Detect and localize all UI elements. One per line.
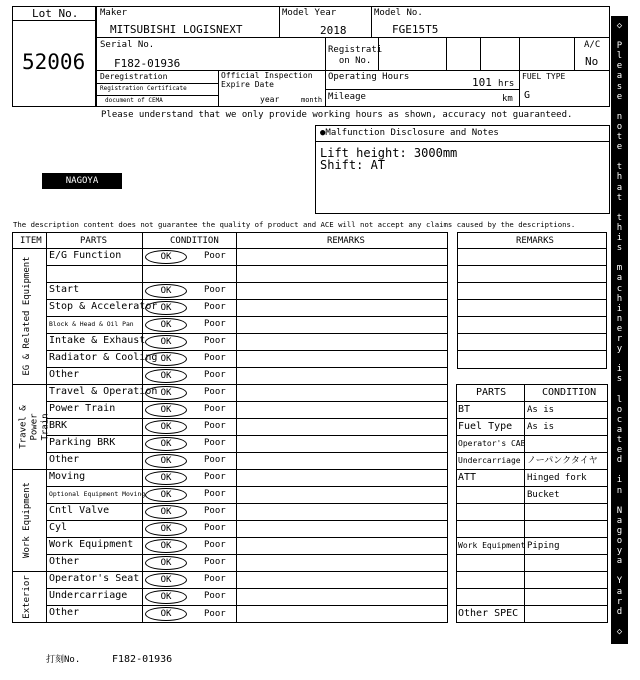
condition-ok-selected[interactable]: OK	[145, 318, 187, 332]
sidebar-glyph: Y	[616, 576, 623, 587]
condition-poor-option[interactable]: Poor	[204, 438, 226, 448]
group-label-text: Travel & Power Train	[18, 404, 50, 449]
spec-condition: As is	[527, 422, 555, 432]
location-badge: NAGOYA	[42, 173, 122, 189]
part-name: Undercarriage	[49, 590, 128, 601]
sidebar-glyph: n	[616, 485, 623, 496]
km-unit: km	[502, 94, 513, 104]
sidebar-glyph: e	[616, 142, 623, 153]
serial-value: F182-01936	[114, 57, 181, 70]
part-name: Radiator & Cooling	[49, 352, 158, 363]
spec-condition: ノーパンクタイヤ	[527, 456, 598, 466]
sidebar-glyph: a	[616, 424, 623, 435]
part-name: Start	[49, 284, 80, 295]
spec-condition: Piping	[527, 541, 560, 551]
engraving-value: F182-01936	[112, 654, 173, 665]
condition-ok-selected[interactable]: OK	[145, 386, 187, 400]
spec-part: Operator's CAB	[458, 439, 526, 448]
part-name: Other	[49, 369, 80, 380]
fuel-type-value: G	[524, 90, 531, 101]
spec-condition: As is	[527, 405, 555, 415]
sidebar-glyph: y	[616, 344, 623, 355]
model-no-label: Model No.	[374, 8, 423, 18]
model-no-value: FGE15T5	[392, 23, 439, 36]
spec-part: Other SPEC	[458, 608, 519, 619]
sidebar-glyph: i	[616, 233, 623, 244]
spec-part: Undercarriage	[458, 456, 521, 465]
sidebar-glyph: m	[616, 263, 623, 274]
sidebar-glyph: y	[616, 546, 623, 557]
sidebar-glyph: i	[616, 303, 623, 314]
condition-poor-option[interactable]: Poor	[204, 557, 226, 567]
sidebar-glyph: a	[616, 71, 623, 82]
deregistration-label: Deregistration	[100, 72, 168, 81]
part-name: Optional Equipment Moving	[49, 490, 146, 498]
sidebar-glyph: t	[616, 212, 623, 223]
ac-value: No	[585, 55, 599, 68]
sidebar-glyph: l	[616, 51, 623, 62]
ac-label: A/C	[584, 40, 601, 50]
sidebar-glyph: d	[616, 455, 623, 466]
sidebar-glyph: N	[616, 505, 623, 516]
group-label: Exterior	[22, 575, 32, 619]
sidebar-glyph: n	[616, 111, 623, 122]
condition-ok-selected[interactable]: OK	[145, 369, 187, 383]
sidebar-glyph: a	[616, 556, 623, 567]
condition-ok-selected[interactable]: OK	[145, 301, 187, 315]
sidebar-glyph: h	[616, 222, 623, 233]
part-name: Work Equipment	[49, 539, 134, 550]
registration-label: Registrati on No.	[328, 45, 383, 66]
serial-label: Serial No.	[100, 40, 155, 50]
part-name: Intake & Exhaust	[49, 335, 146, 346]
spec-part: BT	[458, 404, 471, 415]
year-label: year	[260, 95, 280, 104]
condition-ok-selected[interactable]: OK	[145, 454, 187, 468]
part-name: Parking BRK	[49, 437, 116, 448]
sidebar-glyph: e	[616, 91, 623, 102]
sidebar-glyph: d	[616, 606, 623, 617]
condition-poor-option[interactable]: Poor	[204, 591, 226, 601]
spec-condition-header: CONDITION	[542, 387, 597, 398]
condition-ok-selected[interactable]: OK	[145, 590, 187, 604]
condition-ok-selected[interactable]: OK	[145, 471, 187, 485]
condition-poor-option[interactable]: Poor	[204, 540, 226, 550]
part-name: Power Train	[49, 403, 116, 414]
sidebar-glyph: o	[616, 404, 623, 415]
group-label: EG & Related Equipment	[22, 256, 32, 376]
sidebar-glyph: e	[616, 61, 623, 72]
cema-document-label: document of CEMA	[105, 97, 163, 104]
part-name: Other	[49, 607, 80, 618]
inspection-label-2: Expire Date	[221, 80, 274, 89]
sidebar-glyph: t	[616, 192, 623, 203]
sidebar-glyph: P	[616, 41, 623, 52]
condition-poor-option[interactable]: Poor	[204, 319, 226, 329]
hrs-unit: hrs	[498, 79, 515, 89]
sidebar-glyph: s	[616, 81, 623, 92]
part-name: Moving	[49, 471, 86, 482]
location-sidebar	[611, 16, 628, 644]
condition-poor-option[interactable]: Poor	[204, 404, 226, 414]
sidebar-glyph: a	[616, 586, 623, 597]
sidebar-glyph: a	[616, 182, 623, 193]
item-header: ITEM	[20, 236, 42, 246]
part-name: Cyl	[49, 522, 68, 533]
condition-ok-selected[interactable]: OK	[145, 539, 187, 553]
group-label: Work Equipment	[22, 482, 32, 558]
sidebar-glyph: c	[616, 414, 623, 425]
malfunction-line-1: Lift height: 3000mm	[320, 146, 458, 160]
condition-poor-option[interactable]: Poor	[204, 387, 226, 397]
condition-ok-selected[interactable]: OK	[145, 488, 187, 502]
part-name: Operator's Seat	[49, 573, 140, 584]
right-remarks-table	[457, 232, 607, 369]
condition-poor-option[interactable]: Poor	[204, 489, 226, 499]
operating-hours-label: Operating Hours	[328, 72, 410, 82]
condition-poor-option[interactable]: Poor	[204, 574, 226, 584]
sidebar-glyph: o	[616, 121, 623, 132]
condition-poor-option[interactable]: Poor	[204, 285, 226, 295]
lot-number: 52006	[22, 50, 86, 74]
condition-ok-selected[interactable]: OK	[145, 437, 187, 451]
condition-poor-option[interactable]: Poor	[204, 455, 226, 465]
condition-ok-selected[interactable]: OK	[145, 284, 187, 298]
model-year-value: 2018	[320, 24, 347, 37]
spec-parts-header: PARTS	[476, 387, 507, 398]
spec-condition: Hinged fork	[527, 473, 587, 483]
condition-poor-option[interactable]: Poor	[204, 523, 226, 533]
group-label	[18, 384, 50, 469]
part-name: Travel & Operation	[49, 386, 158, 397]
sidebar-glyph: ◇	[616, 21, 623, 31]
part-name: Cntl Valve	[49, 505, 110, 516]
spec-condition: Bucket	[527, 490, 560, 500]
remarks-header: REMARKS	[327, 236, 365, 246]
sidebar-glyph: c	[616, 283, 623, 294]
sidebar-glyph: e	[616, 323, 623, 334]
condition-poor-option[interactable]: Poor	[204, 608, 226, 619]
spec-part: Fuel Type	[458, 421, 513, 432]
condition-ok-selected[interactable]: OK	[145, 556, 187, 570]
condition-header: CONDITION	[170, 236, 219, 246]
condition-ok-selected[interactable]: OK	[145, 420, 187, 434]
sidebar-glyph: a	[616, 515, 623, 526]
sidebar-glyph: s	[616, 243, 623, 254]
condition-poor-option[interactable]: Poor	[204, 336, 226, 346]
condition-poor-option[interactable]: Poor	[204, 421, 226, 431]
sidebar-glyph: t	[616, 162, 623, 173]
condition-ok-selected[interactable]: OK	[145, 403, 187, 417]
condition-poor-option[interactable]: Poor	[204, 302, 226, 312]
sidebar-glyph: t	[616, 132, 623, 143]
condition-poor-option[interactable]: Poor	[204, 370, 226, 380]
condition-ok-selected[interactable]: OK	[145, 250, 187, 264]
part-name: E/G Function	[49, 250, 122, 261]
registration-certificate-label: Registration Certificate	[100, 85, 187, 92]
maker-label: Maker	[100, 8, 128, 18]
engraving-label: 打刻No.	[46, 655, 81, 665]
operating-hours-value: 101	[472, 76, 492, 89]
sidebar-glyph: t	[616, 435, 623, 446]
disclaimer: The description content does not guarantee the quality of product and ACE will not accept any claims caused by the descriptions.	[13, 220, 576, 229]
part-name: Other	[49, 556, 80, 567]
sidebar-glyph: l	[616, 394, 623, 405]
condition-ok-selected[interactable]: OK	[145, 505, 187, 519]
condition-ok-selected[interactable]: OK	[145, 607, 187, 621]
part-name: Block & Head & Oil Pan	[49, 320, 134, 328]
condition-ok-selected[interactable]: OK	[145, 335, 187, 349]
sidebar-glyph: r	[616, 596, 623, 607]
right-remarks-header: REMARKS	[516, 236, 554, 246]
inspection-label: Official Inspection	[221, 71, 313, 80]
condition-ok-selected[interactable]: OK	[145, 522, 187, 536]
model-year-label: Model Year	[282, 8, 337, 18]
sidebar-glyph: e	[616, 445, 623, 456]
sidebar-glyph: g	[616, 525, 623, 536]
parts-header: PARTS	[80, 236, 108, 246]
sidebar-glyph: a	[616, 273, 623, 284]
malfunction-title: ●Malfunction Disclosure and Notes	[320, 128, 499, 138]
condition-ok-selected[interactable]: OK	[145, 573, 187, 587]
fuel-type-label: FUEL TYPE	[522, 72, 566, 81]
month-label: month	[301, 96, 323, 104]
condition-poor-option[interactable]: Poor	[204, 506, 226, 516]
maker-value: MITSUBISHI LOGISNEXT	[110, 23, 243, 36]
sidebar-glyph: h	[616, 293, 623, 304]
sidebar-glyph: o	[616, 536, 623, 547]
part-name: BRK	[49, 420, 68, 431]
sidebar-glyph: ◇	[616, 626, 623, 637]
condition-poor-option[interactable]: Poor	[204, 353, 226, 363]
part-name: Other	[49, 454, 80, 465]
sidebar-glyph: i	[616, 475, 623, 486]
condition-poor-option[interactable]: Poor	[204, 251, 226, 261]
condition-ok-selected[interactable]: OK	[145, 352, 187, 366]
part-name: Stop & Accelerator	[49, 301, 158, 312]
malfunction-line-2: Shift: AT	[320, 158, 386, 172]
hours-notice: Please understand that we only provide working hours as shown, accuracy not guaranteed.	[101, 110, 573, 120]
spec-part: Work Equipment	[458, 541, 526, 550]
sidebar-glyph: i	[616, 364, 623, 375]
sidebar-glyph: s	[616, 374, 623, 385]
condition-poor-option[interactable]: Poor	[204, 472, 226, 482]
sidebar-glyph: r	[616, 334, 623, 345]
spec-part: ATT	[458, 472, 477, 483]
sidebar-glyph: h	[616, 172, 623, 183]
mileage-label: Mileage	[328, 92, 366, 102]
lot-label: Lot No.	[32, 7, 79, 20]
sidebar-glyph: n	[616, 313, 623, 324]
